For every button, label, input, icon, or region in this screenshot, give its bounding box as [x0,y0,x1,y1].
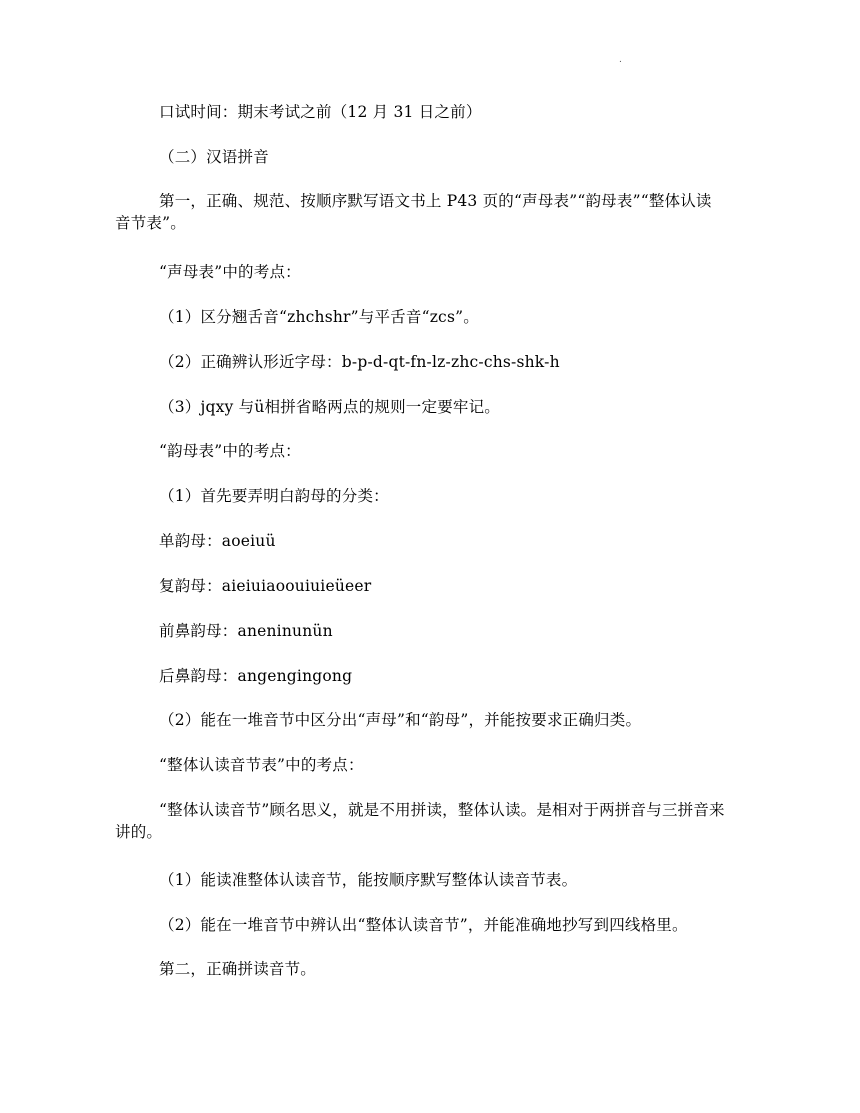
page-mark: . [619,55,622,65]
front-nasal-finals-line: 前鼻韵母：aneninunün [159,622,333,640]
whole-syllable-table-heading: “整体认读音节表”中的考点： [159,756,364,774]
shengmu-point-1: （1）区分翘舌音“zhchshr”与平舌音“zcs”。 [159,308,479,326]
single-finals-line: 单韵母：aoeiuü [159,532,276,550]
whole-syllable-point-1: （1）能读准整体认读音节，能按顺序默写整体认读音节表。 [159,871,578,889]
yunmu-point-2: （2）能在一堆音节中区分出“声母”和“韵母”，并能按要求正确归类。 [159,711,642,729]
paragraph-second-point: 第二，正确拼读音节。 [159,960,317,978]
paragraph-first-point: 第一，正确、规范、按顺序默写语文书上 P43 页的“声母表”“韵母表”“整体认读音节表”。 [115,192,712,232]
section-heading-pinyin: （二）汉语拼音 [159,148,269,166]
whole-syllable-definition: “整体认读音节”顾名思义，就是不用拼读，整体认读。是相对于两拼音与三拼音来讲的。 [115,801,725,841]
shengmu-point-3: （3）jqxy 与ü相拼省略两点的规则一定要牢记。 [159,398,500,416]
compound-finals-line: 复韵母：aieiuiaoouiuieüeer [159,577,372,595]
shengmu-table-heading: “声母表”中的考点： [159,263,301,281]
back-nasal-finals-line: 后鼻韵母：angengingong [159,667,353,685]
exam-time-line: 口试时间：期末考试之前（12 月 31 日之前） [159,103,482,121]
whole-syllable-point-2: （2）能在一堆音节中辨认出“整体认读音节”，并能准确地抄写到四线格里。 [159,916,688,934]
yunmu-point-1: （1）首先要弄明白韵母的分类： [159,487,389,505]
yunmu-table-heading: “韵母表”中的考点： [159,442,301,460]
shengmu-point-2: （2）正确辨认形近字母：b-p-d-qt-fn-lz-zhc-chs-shk-h [159,353,560,371]
